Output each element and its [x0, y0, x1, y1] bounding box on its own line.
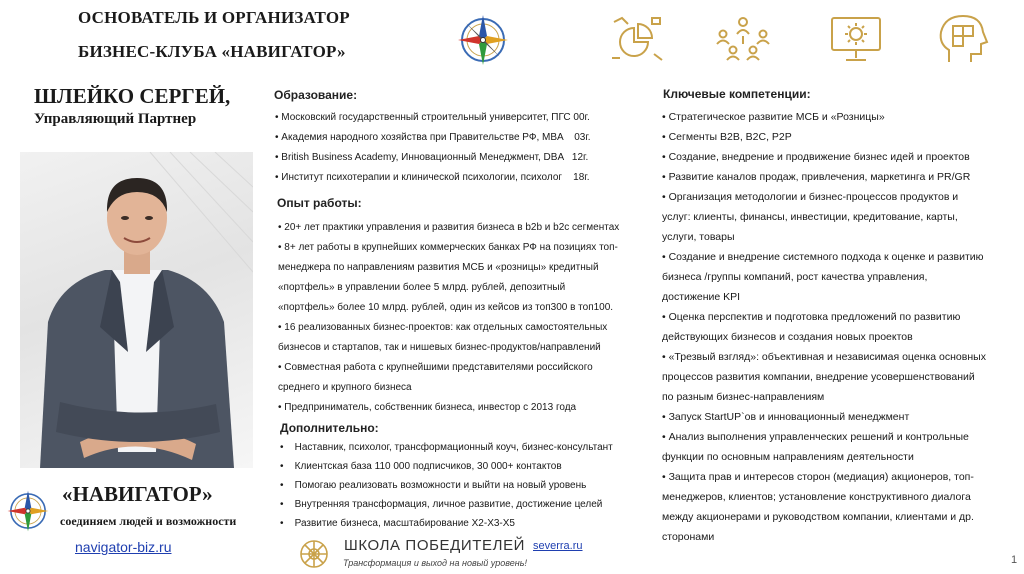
school-name: ШКОЛА ПОБЕДИТЕЛЕЙ [344, 537, 526, 554]
school-tagline: Трансформация и выход на новый уровень! [343, 558, 527, 568]
additional-item-text: Развитие бизнеса, масштабирование Х2-Х3-Х5 [294, 518, 515, 529]
additional-item: • Помогаю реализовать возможности и выйти на новый уровень [280, 480, 587, 491]
experience-heading: Опыт работы: [277, 196, 362, 210]
team-network-icon [713, 12, 773, 66]
competency-line: • Оценка перспектив и подготовка предложений по развитию [662, 311, 961, 323]
competency-line: менеджеров, клиентов; установление конструктивного диалога [662, 491, 971, 503]
competency-line: процессов развития компании, внедрение усовершенствований [662, 371, 975, 383]
education-heading: Образование: [274, 88, 358, 102]
experience-line: • 20+ лет практики управления и развития бизнеса в b2b и b2c сегментах [278, 222, 620, 233]
experience-list [278, 218, 648, 418]
gear-monitor-icon [828, 14, 884, 64]
additional-item: • Развитие бизнеса, масштабирование Х2-Х3-Х5 [280, 518, 515, 529]
experience-line: • Совместная работа с крупнейшими представителями российского [278, 362, 593, 373]
competency-line: функции по основным направлениям деятельности [662, 451, 914, 463]
competency-line: • Сегменты B2B, B2C, P2P [662, 131, 792, 143]
compass-logo-icon [456, 13, 510, 67]
pie-chart-icon [608, 14, 666, 64]
person-photo [20, 152, 253, 468]
experience-line: бизнесов и стартапов, так и нишевых бизнес-продуктов/направлений [278, 342, 601, 353]
competency-line: услуг: клиенты, финансы, инвестиции, кредитование, карты, [662, 211, 958, 223]
competency-line: • Организация методологии и бизнес-процессов продуктов и [662, 191, 959, 203]
competencies-heading: Ключевые компетенции: [663, 87, 811, 101]
additional-item: • Внутренняя трансформация, личное развитие, достижение целей [280, 499, 603, 510]
education-item-year: 18г. [573, 172, 590, 183]
education-item [275, 108, 620, 128]
additional-item-text: Клиентская база 110 000 подписчиков, 30 000+ контактов [294, 461, 562, 472]
navigator-compass-icon [6, 489, 50, 533]
education-list [275, 108, 620, 188]
experience-line: «портфель» в управлении более 5 млрд. рублей, депозитный [278, 282, 566, 293]
education-item-year: 00г. [573, 112, 590, 123]
competency-line: бизнеса /группы компаний, рост качества управления, [662, 271, 928, 283]
education-item [275, 168, 620, 188]
competency-line: • Развитие каналов продаж, привлечения, маркетинга и PR/GR [662, 171, 971, 183]
competency-line: • Запуск StartUP`ов и инновационный менеджмент [662, 411, 910, 423]
experience-line: среднего и крупного бизнеса [278, 382, 412, 393]
education-item [275, 128, 620, 148]
competency-line: действующих бизнесов и создания новых проектов [662, 331, 913, 343]
experience-line: • Предприниматель, собственник бизнеса, инвестор с 2013 года [278, 402, 577, 413]
competency-line: • Создание и внедрение системного подхода к оценке и развитию [662, 251, 984, 263]
club-name: «НАВИГАТОР» [62, 482, 213, 506]
competency-line: • Создание, внедрение и продвижение бизнес идей и проектов [662, 151, 970, 163]
education-item [275, 148, 620, 168]
education-item-text: • Институт психотерапии и клинической психологии, психолог [275, 172, 563, 183]
additional-item-text: Помогаю реализовать возможности и выйти на новый уровень [294, 480, 587, 491]
education-item-year: 12г. [571, 152, 589, 163]
experience-line: • 16 реализованных бизнес-проектов: как отдельных самостоятельных [278, 322, 608, 333]
additional-list [280, 438, 650, 533]
competency-line: • Анализ выполнения управленческих решений и контрольные [662, 431, 969, 443]
education-item-text: • Академия народного хозяйства при Правительстве РФ, MBA [275, 132, 564, 143]
title-line-1: ОСНОВАТЕЛЬ И ОРГАНИЗАТОР [78, 8, 350, 27]
competency-line: • Защита прав и интересов сторон (медиация) акционеров, топ- [662, 471, 974, 483]
school-emblem-icon [298, 538, 330, 570]
additional-heading: Дополнительно: [280, 421, 379, 435]
experience-line: «портфель» более 10 млрд. рублей, один из кейсов из топ300 в топ100. [278, 302, 614, 313]
competency-line: • Стратегическое развитие МСБ и «Розницы» [662, 111, 885, 123]
education-item-year: 03г. [574, 132, 591, 143]
school-website-link[interactable]: severra.ru [533, 540, 583, 552]
education-item-text: • British Business Academy, Инновационный Менеджмент, DBA [275, 152, 564, 163]
additional-item: • Наставник, психолог, трансформационный коуч, бизнес-консультант [280, 442, 613, 453]
person-name: ШЛЕЙКО СЕРГЕЙ, [34, 84, 231, 108]
page-number: 1 [1011, 554, 1018, 566]
experience-line: • 8+ лет работы в крупнейших коммерческих банках РФ на позициях топ- [278, 242, 618, 253]
title-line-2: БИЗНЕС-КЛУБА «НАВИГАТОР» [78, 42, 346, 61]
competency-line: сторонами [662, 531, 715, 543]
competency-line: • «Трезвый взгляд»: объективная и независимая оценка основных [662, 351, 986, 363]
competency-line: между акционерами и руководством компании, клиентами и др. [662, 511, 974, 523]
competencies-list [662, 107, 1012, 547]
club-website-link[interactable]: navigator-biz.ru [75, 539, 172, 555]
education-item-text: • Московский государственный строительный университет, ПГС [275, 112, 571, 123]
additional-item-text: Внутренняя трансформация, личное развитие, достижение целей [294, 499, 603, 510]
competency-line: услуги, товары [662, 231, 735, 243]
puzzle-head-icon [935, 12, 991, 66]
additional-item: • Клиентская база 110 000 подписчиков, 30 000+ контактов [280, 461, 562, 472]
club-slogan: соединяем людей и возможности [60, 514, 237, 528]
competency-line: по разным бизнес-направлениям [662, 391, 825, 403]
competency-line: достижение KPI [662, 291, 741, 303]
additional-item-text: Наставник, психолог, трансформационный коуч, бизнес-консультант [294, 442, 613, 453]
experience-line: менеджера по направлениям развития МСБ и «розницы» кредитный [278, 262, 599, 273]
person-role: Управляющий Партнер [34, 111, 197, 127]
